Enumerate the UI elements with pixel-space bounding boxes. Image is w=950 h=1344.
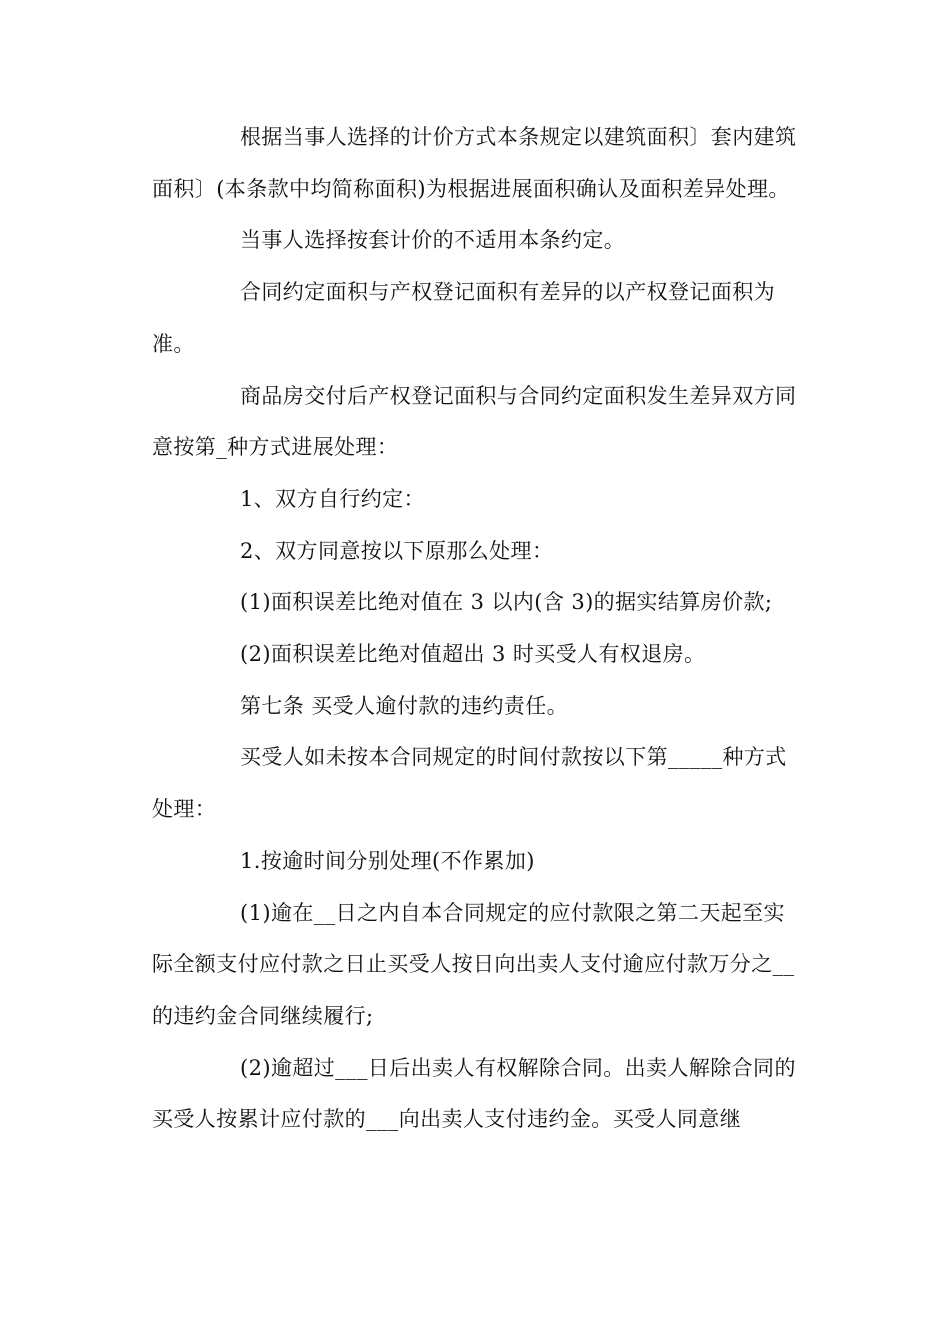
- paragraph-registered-area: 合同约定面积与产权登记面积有差异的以产权登记面积为准。: [152, 280, 775, 356]
- paragraph-area-basis: 根据当事人选择的计价方式本条规定以建筑面积〕套内建筑面积〕(本条款中均简称面积)为根据进展面积确认及面积差异处理。: [152, 125, 797, 201]
- document-body: [152, 112, 802, 1146]
- sub-item-exceeds-3: (2)面积误差比绝对值超出 3 时买受人有权退房。: [240, 642, 706, 667]
- paragraph-late-payment: 买受人如未按本合同规定的时间付款按以下第_____种方式处理：: [152, 745, 787, 822]
- paragraph-per-unit-pricing: 当事人选择按套计价的不适用本条约定。: [240, 228, 626, 253]
- article-seven-heading: 第七条 买受人逾付款的违约责任。: [240, 693, 569, 718]
- list-item-principles: 2、双方同意按以下原那么处理：: [240, 538, 554, 563]
- sub-item-overdue-within: (1)逾在__日之内自本合同规定的应付款限之第二天起至实际全额支付应付款之日止买受人按日向出卖人支付逾应付款万分之__的违约金合同继续履行;: [152, 900, 795, 1028]
- sub-item-within-3: (1)面积误差比绝对值在 3 以内(含 3)的据实结算房价款;: [240, 590, 773, 615]
- list-item-mutual-agreement: 1、双方自行约定：: [240, 486, 425, 511]
- list-item-by-overdue-time: 1.按逾时间分别处理(不作累加): [240, 848, 535, 873]
- sub-item-overdue-beyond: (2)逾超过___日后出卖人有权解除合同。出卖人解除合同的买受人按累计应付款的___向出卖人支付违约金。买受人同意继: [152, 1055, 796, 1132]
- paragraph-area-difference: 商品房交付后产权登记面积与合同约定面积发生差异双方同意按第_种方式进展处理：: [152, 383, 797, 460]
